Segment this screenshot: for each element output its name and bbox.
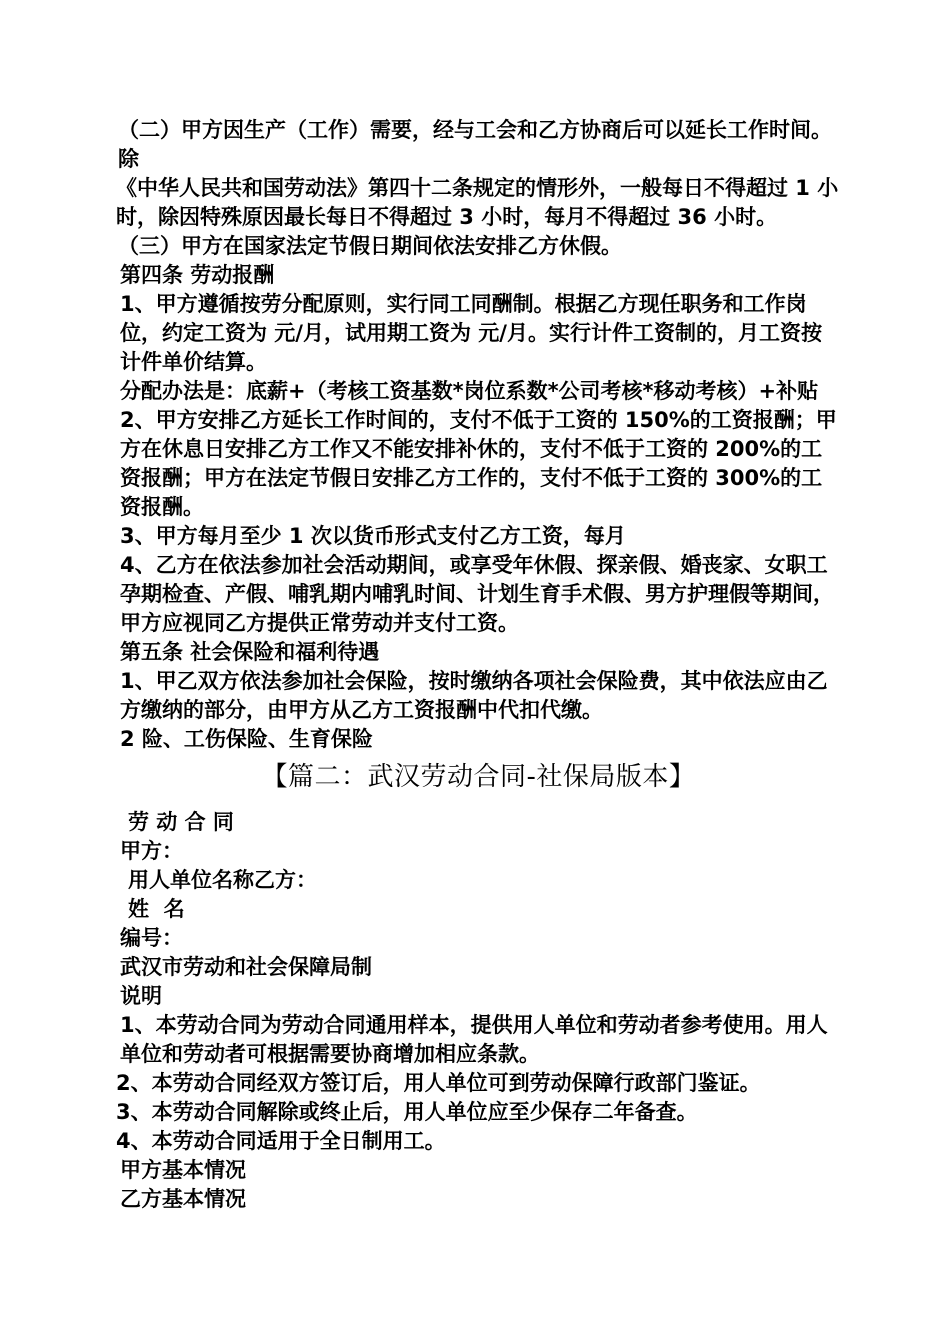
party-b-basic-info-title: 乙方基本情况 — [120, 1187, 246, 1211]
paragraph-insurance-types: 2 险、工伤保险、生育保险 — [120, 727, 373, 751]
instruction-4: 4、本劳动合同适用于全日制用工。 — [116, 1129, 446, 1153]
paragraph-distribution-method: 分配办法是：底薪+（考核工资基数*岗位系数*公司考核*移动考核）+补贴 — [120, 379, 819, 403]
instruction-1: 1、本劳动合同为劳动合同通用样本，提供用人单位和劳动者参考使用。用人单位和劳动者可根据需要协商增加相应条款。 — [120, 1013, 828, 1066]
paragraph-social-insurance-1: 1、甲乙双方依法参加社会保险，按时缴纳各项社会保险费，其中依法应由乙方缴纳的部分，由甲方从乙方工资报酬中代扣代缴。 — [120, 669, 828, 722]
article-4-title: 第四条 劳动报酬 — [120, 263, 275, 287]
section-heading: 【篇二：武汉劳动合同-社保局版本】 — [261, 762, 696, 792]
number-label: 编号： — [120, 926, 183, 950]
instructions-title: 说明 — [120, 984, 162, 1008]
paragraph-labor-law-limit: 《中华人民共和国劳动法》第四十二条规定的情形外，一般每日不得超过 1 小时，除因特殊原因最长每日不得超过 3 小时，每月不得超过 36 小时。 — [116, 176, 839, 229]
paragraph-remuneration-1: 1、甲方遵循按劳分配原则，实行同工同酬制。根据乙方现任职务和工作岗位，约定工资为 元/月，试用期工资为 元/月。实行计件工资制的，月工资按计件单价结算。 — [120, 292, 822, 374]
article-5-title: 第五条 社会保险和福利待遇 — [120, 640, 380, 664]
paragraph-remuneration-3: 3、甲方每月至少 1 次以货币形式支付乙方工资，每月 — [120, 524, 626, 548]
instruction-2: 2、本劳动合同经双方签订后，用人单位可到劳动保障行政部门鉴证。 — [116, 1071, 761, 1095]
paragraph-remuneration-4: 4、乙方在依法参加社会活动期间，或享受年休假、探亲假、婚丧家、女职工孕期检查、产假、哺乳期内哺乳时间、计划生育手术假、男方护理假等期间，甲方应视同乙方提供正常劳动并支付工资。 — [120, 553, 834, 635]
document-body — [116, 116, 841, 1214]
paragraph-overtime-clause-2: （二）甲方因生产（工作）需要，经与工会和乙方协商后可以延长工作时间。除 — [118, 118, 832, 171]
name-label: 姓 名 — [128, 897, 185, 921]
issuer-line: 武汉市劳动和社会保障局制 — [120, 955, 372, 979]
paragraph-holiday-clause-3: （三）甲方在国家法定节假日期间依法安排乙方休假。 — [118, 234, 622, 258]
paragraph-remuneration-2: 2、甲方安排乙方延长工作时间的，支付不低于工资的 150%的工资报酬；甲方在休息日安排乙方工作又不能安排补休的，支付不低于工资的 200%的工资报酬；甲方在法定节假日安排乙方工作的，支付不低于工资的 300%的工资报酬。 — [120, 408, 837, 519]
party-a-basic-info-title: 甲方基本情况 — [120, 1158, 246, 1182]
party-a-label: 甲方： — [120, 839, 183, 863]
employer-name-label: 用人单位名称乙方： — [128, 868, 317, 892]
contract-title: 劳 动 合 同 — [128, 810, 234, 834]
instruction-3: 3、本劳动合同解除或终止后，用人单位应至少保存二年备查。 — [116, 1100, 698, 1124]
